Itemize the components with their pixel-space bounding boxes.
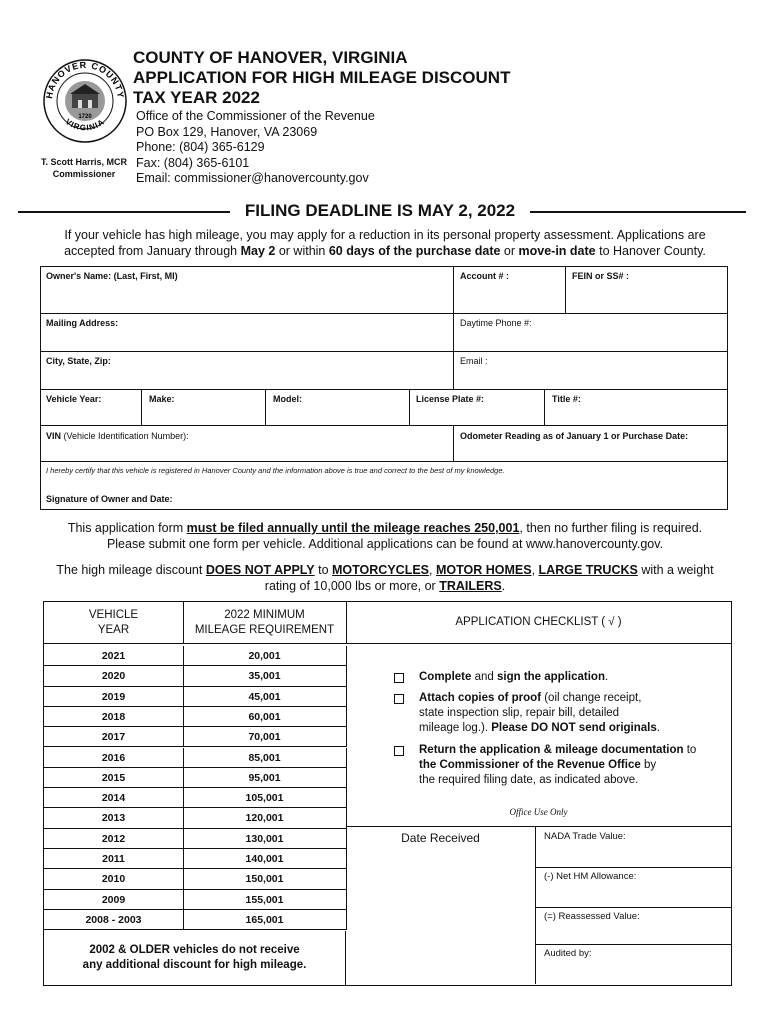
commissioner-name: T. Scott Harris, MCR (40, 157, 127, 167)
signature-label: Signature of Owner and Date: (46, 494, 173, 504)
min-mileage-cell: 70,001 (183, 727, 347, 747)
min-mileage-cell: 20,001 (183, 646, 347, 666)
vehicle-year-cell: 2011 (44, 849, 184, 869)
vehicle-year-cell: 2013 (44, 808, 184, 828)
daytime-phone-field[interactable]: Daytime Phone #: (453, 313, 728, 352)
vehicle-year-cell: 2016 (44, 748, 184, 768)
vehicle-year-header: VEHICLE YEAR (44, 602, 184, 644)
vehicle-year-cell: 2009 (44, 890, 184, 910)
checkbox-icon[interactable] (394, 673, 404, 683)
intro-text: If your vehicle has high mileage, you may apply for a reduction in its personal property assessment. Applications are accepted from January through May 2 or within 60 days of the purchase date or move-in date to Hanover County. (64, 228, 706, 258)
vehicle-year-field[interactable]: Vehicle Year: (40, 389, 142, 426)
net-hm-allowance-field[interactable]: (-) Net HM Allowance: (536, 867, 731, 908)
tax-year-title: TAX YEAR 2022 (133, 88, 260, 107)
title-number-field[interactable]: Title #: (544, 389, 728, 426)
vehicle-year-cell: 2018 (44, 707, 184, 727)
office-use-title: Office Use Only (509, 807, 568, 817)
vehicle-year-cell: 2015 (44, 768, 184, 788)
exclusions-notice: The high mileage discount DOES NOT APPLY to MOTORCYCLES, MOTOR HOMES, LARGE TRUCKS with a weight rating of 10,000 lbs or more, or TRAILERS. (56, 563, 714, 593)
min-mileage-cell: 45,001 (183, 687, 347, 707)
min-mileage-header: 2022 MINIMUM MILEAGE REQUIREMENT (183, 602, 347, 644)
table-row (44, 788, 347, 808)
filing-deadline: FILING DEADLINE IS MAY 2, 2022 (244, 201, 516, 220)
email-field[interactable]: Email : (453, 351, 728, 390)
table-row (44, 829, 347, 849)
vin-field[interactable]: VIN (Vehicle Identification Number): (40, 425, 454, 462)
city-state-zip-field[interactable]: City, State, Zip: (40, 351, 454, 390)
table-row (44, 666, 347, 686)
account-number-field[interactable]: Account # : (453, 266, 566, 314)
min-mileage-cell: 60,001 (183, 707, 347, 727)
min-mileage-cell: 35,001 (183, 666, 347, 686)
table-row (44, 768, 347, 788)
svg-text:1720: 1720 (78, 114, 92, 120)
min-mileage-cell: 140,001 (183, 849, 347, 869)
table-row (44, 808, 347, 828)
older-vehicles-note: 2002 & OLDER vehicles do not receive any additional discount for high mileage. (44, 931, 346, 985)
mileage-table (43, 601, 732, 986)
office-address: PO Box 129, Hanover, VA 23069 (136, 124, 318, 139)
vehicle-year-cell: 2008 - 2003 (44, 910, 184, 930)
county-seal-logo (42, 58, 128, 144)
office-email: Email: commissioner@hanovercounty.gov (136, 171, 369, 185)
audited-by-field[interactable]: Audited by: (544, 948, 592, 959)
date-received-field[interactable]: Date Received (346, 827, 536, 984)
odometer-field[interactable]: Odometer Reading as of January 1 or Purchase Date: (453, 425, 728, 462)
min-mileage-cell: 130,001 (183, 829, 347, 849)
table-row (44, 727, 347, 747)
deadline-rule-left (18, 211, 230, 213)
vehicle-year-cell: 2014 (44, 788, 184, 808)
office-name: Office of the Commissioner of the Revenue (136, 109, 375, 123)
license-plate-field[interactable]: License Plate #: (409, 389, 545, 426)
fein-ssn-field[interactable]: FEIN or SS# : (565, 266, 728, 314)
checklist-item-complete: Complete and sign the application. (394, 670, 729, 685)
application-title: APPLICATION FOR HIGH MILEAGE DISCOUNT (133, 68, 511, 87)
table-row (44, 869, 347, 889)
min-mileage-cell: 85,001 (183, 748, 347, 768)
checklist-item-return: Return the application & mileage documentation to the Commissioner of the Revenue Office by the required filing date, as indicated above. (394, 743, 729, 788)
min-mileage-cell: 155,001 (183, 890, 347, 910)
vehicle-year-cell: 2019 (44, 687, 184, 707)
make-field[interactable]: Make: (141, 389, 266, 426)
certification-text: I hereby certify that this vehicle is registered in Hanover County and the information above is true and correct to the best of my knowledge. (46, 466, 505, 475)
model-field[interactable]: Model: (265, 389, 410, 426)
county-title: COUNTY OF HANOVER, VIRGINIA (133, 48, 408, 67)
vehicle-year-cell: 2020 (44, 666, 184, 686)
office-phone: Phone: (804) 365-6129 (136, 140, 265, 154)
min-mileage-cell: 165,001 (183, 910, 347, 930)
vehicle-year-cell: 2012 (44, 829, 184, 849)
annual-filing-notice: This application form must be filed annually until the mileage reaches 250,001, then no further filing is required. Please submit one form per vehicle. Additional applications can be found at www.hanovercounty.gov. (67, 521, 703, 551)
min-mileage-cell: 150,001 (183, 869, 347, 889)
owner-info-form (40, 266, 728, 510)
checkbox-icon[interactable] (394, 746, 404, 756)
office-use-section (346, 826, 731, 985)
office-fax: Fax: (804) 365-6101 (136, 155, 250, 170)
owner-name-field[interactable]: Owner's Name: (Last, First, MI) (40, 266, 454, 314)
vehicle-year-cell: 2021 (44, 646, 184, 666)
table-row (44, 687, 347, 707)
table-row (44, 646, 347, 666)
table-row (44, 748, 347, 768)
commissioner-title: Commissioner (52, 169, 116, 179)
svg-text:HANOVER COUNTY: HANOVER COUNTY (43, 59, 127, 100)
checkbox-icon[interactable] (394, 694, 404, 704)
checklist-header: APPLICATION CHECKLIST ( √ ) (346, 602, 731, 644)
table-row (44, 849, 347, 869)
vehicle-year-cell: 2017 (44, 727, 184, 747)
checklist-item-attach-proof: Attach copies of proof (oil change receipt, state inspection slip, repair bill, detailed mileage log.). Please DO NOT send originals. (394, 691, 729, 736)
svg-text:VIRGINIA: VIRGINIA (63, 117, 107, 133)
min-mileage-cell: 95,001 (183, 768, 347, 788)
table-row (44, 707, 347, 727)
mailing-address-field[interactable]: Mailing Address: (40, 313, 454, 352)
reassessed-value-field[interactable]: (=) Reassessed Value: (536, 907, 731, 945)
min-mileage-cell: 120,001 (183, 808, 347, 828)
deadline-rule-right (530, 211, 746, 213)
nada-trade-value-field[interactable]: NADA Trade Value: (536, 827, 731, 868)
signature-field[interactable] (40, 461, 728, 510)
table-row (44, 890, 347, 910)
min-mileage-cell: 105,001 (183, 788, 347, 808)
table-row (44, 910, 347, 930)
vehicle-year-cell: 2010 (44, 869, 184, 889)
